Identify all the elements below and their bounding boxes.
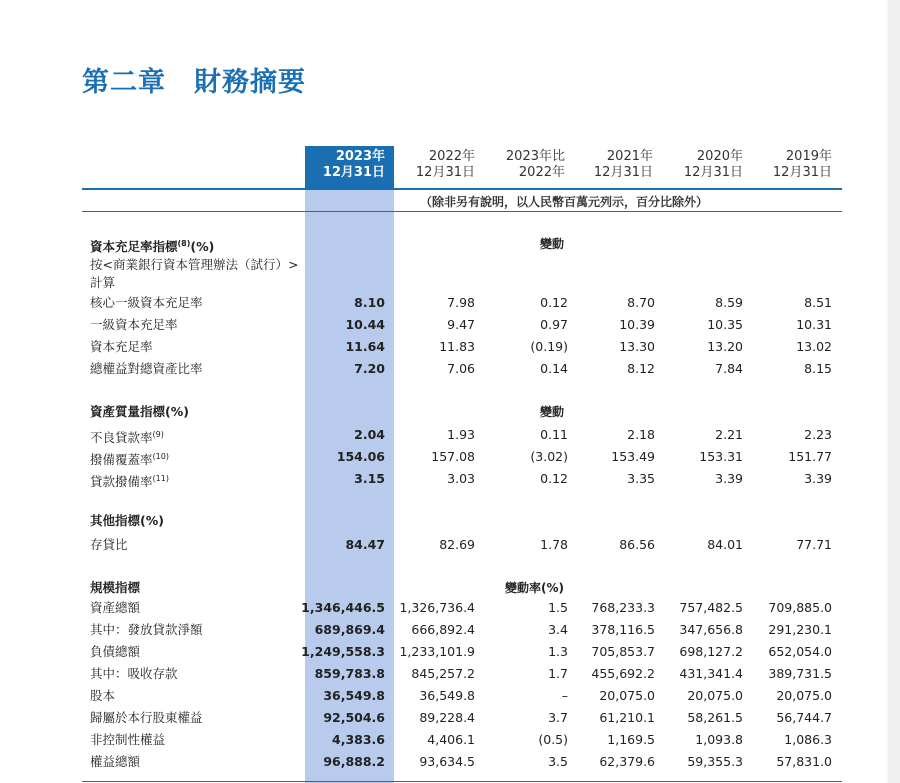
current-value: 10.44 [345,317,385,332]
row-label [90,686,115,706]
value-cell: 709,885.0 [768,600,832,615]
value-cell: 4,406.1 [427,732,475,747]
value-cell: 20,075.0 [776,688,832,703]
unit-rule [82,211,842,212]
row-label [90,730,165,750]
value-cell: 13.02 [796,339,832,354]
row-label [90,337,153,357]
row-label-text: 股本 [90,688,116,703]
value-cell: 1.5 [548,600,568,615]
row-label-text: 負債總額 [90,644,141,659]
value-cell: 36,549.8 [419,688,475,703]
row-label [90,425,164,448]
column-header-year: 2021年 [606,149,653,164]
section-title [90,578,140,598]
column-header [663,149,743,181]
value-cell: 8.70 [627,295,655,310]
column-header-date: 12月31日 [683,165,743,180]
row-label-text: 一級資本充足率 [90,317,178,332]
row-label [90,752,140,772]
section-title-text: 資本充足率指標 [90,239,178,255]
value-cell: – [561,688,568,703]
section-header-row [0,234,900,254]
column-header-year: 2022年 [428,149,475,164]
value-cell: 7.06 [447,361,475,376]
value-cell: 8.59 [715,295,743,310]
value-cell: 1.78 [540,537,568,552]
current-value: 36,549.8 [323,688,385,703]
value-cell: 3.03 [447,471,475,486]
value-cell: 0.14 [540,361,568,376]
column-header-year: 2020年 [696,149,743,164]
row-label [90,447,169,470]
value-cell: 455,692.2 [591,666,655,681]
row-label [90,359,203,379]
row-label [90,469,169,492]
column-header [573,149,653,181]
table-row [0,598,900,618]
row-label-text: 資產總額 [90,600,141,615]
row-label-text: 存貸比 [90,537,128,552]
change-column-header: 變動 [540,237,565,251]
value-cell: 1,233,101.9 [399,644,475,659]
value-cell: 0.12 [540,295,568,310]
row-label [90,598,140,618]
value-cell: 7.98 [447,295,475,310]
current-value: 11.64 [345,339,385,354]
value-cell: 82.69 [439,537,475,552]
row-label [90,620,203,640]
column-header-date: 12月31日 [772,165,832,180]
row-label-text: 其中：吸收存款 [90,666,178,681]
value-cell: 77.71 [796,537,832,552]
current-value: 2.04 [354,427,385,442]
value-cell: (0.19) [530,339,568,354]
value-cell: 1,169.5 [607,732,655,747]
row-label [90,664,178,684]
table-row [0,315,900,335]
row-label-text: 核心一級資本充足率 [90,295,203,310]
column-header [750,149,832,181]
value-cell: 8.15 [804,361,832,376]
current-value: 4,383.6 [332,732,385,747]
value-cell: 3.5 [548,754,568,769]
value-cell: 698,127.2 [679,644,743,659]
value-cell: 757,482.5 [679,600,743,615]
current-value: 859,783.8 [314,666,385,681]
page-title: 第二章 財務摘要 [82,67,306,98]
row-label-text: 非控制性權益 [90,732,166,747]
current-value: 1,346,446.5 [301,600,385,615]
table-row [0,730,900,750]
current-value: 1,249,558.3 [301,644,385,659]
value-cell: 768,233.3 [591,600,655,615]
table-row [0,642,900,662]
change-column-header: 變動率(%) [505,581,564,595]
value-cell: 3.4 [548,622,568,637]
table-row [0,686,900,706]
value-cell: 89,228.4 [419,710,475,725]
value-cell: 2.21 [715,427,743,442]
value-cell: 1.3 [548,644,568,659]
column-header-date: 12月31日 [322,165,385,180]
value-cell: 62,379.6 [599,754,655,769]
column-header-year: 2023年比 [505,149,565,164]
unit-note: （除非另有說明，以人民幣百萬元列示，百分比除外） [420,195,709,209]
value-cell: 61,210.1 [599,710,655,725]
value-cell: 86.56 [619,537,655,552]
table-row [0,425,900,445]
row-label-text: 貸款撥備率 [90,474,153,490]
row-label-text: 資本充足率 [90,339,153,354]
row-label-text: 權益總額 [90,754,141,769]
value-cell: 3.7 [548,710,568,725]
table-row [0,447,900,467]
section-title-unit: (%) [165,404,189,419]
value-cell: 57,831.0 [776,754,832,769]
value-cell: 1.93 [447,427,475,442]
row-label-text: 歸屬於本行股東權益 [90,710,203,725]
table-row [0,708,900,728]
value-cell: 13.30 [619,339,655,354]
value-cell: 10.31 [796,317,832,332]
footnote-ref: (9) [152,430,164,439]
value-cell: 431,341.4 [679,666,743,681]
value-cell: 3.39 [804,471,832,486]
current-value: 96,888.2 [323,754,385,769]
section-title-unit: (%) [190,239,215,255]
section-header-row [0,578,900,598]
section-title [90,402,189,422]
value-cell: 10.35 [707,317,743,332]
column-header-year: 2019年 [785,149,832,164]
current-value: 8.10 [354,295,385,310]
row-label-text: 總權益對總資產比率 [90,361,203,376]
column-header [395,149,475,181]
value-cell: 1,093.8 [695,732,743,747]
value-cell: 13.20 [707,339,743,354]
change-column-header: 變動 [540,405,565,419]
value-cell: 10.39 [619,317,655,332]
value-cell: 7.84 [715,361,743,376]
section-header-row [0,402,900,422]
value-cell: 291,230.1 [768,622,832,637]
value-cell: 652,054.0 [768,644,832,659]
column-header-year: 2023年 [335,149,385,164]
value-cell: 666,892.4 [411,622,475,637]
row-label-text: 撥備覆蓋率 [90,452,153,468]
section-title-text: 規模指標 [90,580,141,595]
column-header-date: 12月31日 [593,165,653,180]
section-title-unit: (%) [140,513,164,528]
value-cell: 93,634.5 [419,754,475,769]
table-row [0,293,900,313]
value-cell: 378,116.5 [591,622,655,637]
section-title-text: 資產質量指標 [90,404,166,419]
section-header-row [0,511,900,531]
current-value: 84.47 [345,537,385,552]
value-cell: 1.7 [548,666,568,681]
value-cell: 58,261.5 [687,710,743,725]
value-cell: 0.97 [540,317,568,332]
section-title-text: 其他指標 [90,513,141,528]
footnote-ref: (8) [177,239,191,248]
column-header-date: 12月31日 [415,165,475,180]
row-label [90,535,128,555]
table-row [0,469,900,489]
value-cell: 845,257.2 [411,666,475,681]
value-cell: 157.08 [431,449,475,464]
table-row [0,752,900,772]
row-label [90,642,140,662]
current-value: 3.15 [354,471,385,486]
row-label [90,293,203,313]
table-row [0,535,900,555]
row-label-text: 其中：發放貸款淨額 [90,622,203,637]
footnote-ref: (10) [152,452,169,461]
value-cell: 20,075.0 [599,688,655,703]
value-cell: 11.83 [439,339,475,354]
value-cell: 3.35 [627,471,655,486]
value-cell: 153.31 [699,449,743,464]
value-cell: 0.11 [540,427,568,442]
value-cell: 8.51 [804,295,832,310]
section-title [90,511,164,531]
value-cell: 3.39 [715,471,743,486]
column-header [483,149,565,181]
footnote-ref: (11) [152,474,169,483]
value-cell: 8.12 [627,361,655,376]
value-cell: 84.01 [707,537,743,552]
section-note: 按<商業銀行資本管理辦法（試行）>計算 [90,257,299,290]
value-cell: (3.02) [530,449,568,464]
value-cell: 705,853.7 [591,644,655,659]
table-row [0,664,900,684]
value-cell: 347,656.8 [679,622,743,637]
row-label-text: 不良貸款率 [90,430,153,446]
value-cell: 2.23 [804,427,832,442]
table-row [0,359,900,379]
current-value: 7.20 [354,361,385,376]
table-row [0,620,900,640]
column-header [305,149,385,181]
row-label [90,315,178,335]
current-value: 92,504.6 [323,710,385,725]
current-value: 689,869.4 [314,622,385,637]
value-cell: 151.77 [788,449,832,464]
table-row [0,337,900,357]
row-label [90,708,203,728]
value-cell: 59,355.3 [687,754,743,769]
value-cell: (0.5) [538,732,568,747]
current-value: 154.06 [336,449,385,464]
value-cell: 56,744.7 [776,710,832,725]
value-cell: 20,075.0 [687,688,743,703]
value-cell: 9.47 [447,317,475,332]
bottom-rule [82,781,842,782]
section-title [90,234,214,257]
value-cell: 1,326,736.4 [399,600,475,615]
column-header-date: 2022年 [518,165,565,180]
value-cell: 153.49 [611,449,655,464]
value-cell: 0.12 [540,471,568,486]
header-rule [82,188,842,190]
value-cell: 2.18 [627,427,655,442]
value-cell: 1,086.3 [784,732,832,747]
value-cell: 389,731.5 [768,666,832,681]
